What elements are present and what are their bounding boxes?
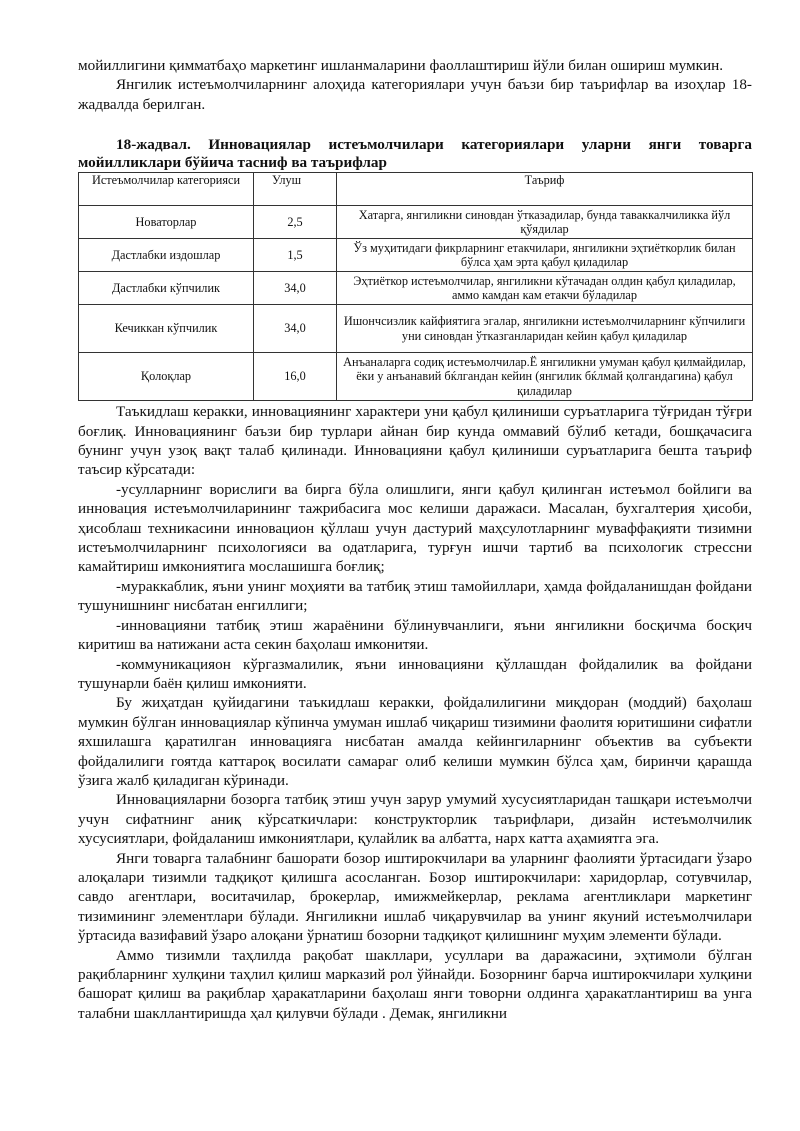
cell-share: 16,0 xyxy=(254,353,337,401)
table-row xyxy=(79,305,753,353)
cell-definition: Хатарга, янгиликни синовдан ўтказадилар, бунда таваккалчиликка йўл қўядилар xyxy=(337,206,753,239)
paragraph: -усулларнинг ворислиги ва бирга бўла олишлиги, янги қабул қилинган истеъмол бойлиги ва инновация истеъмолчиларининг тажрибасига мос келиши даражаси. Масалан, бухгалтерия ҳисоби, ҳисоблаш техникасини инновацион қўллаш учун дастурий маҳсулотларнинг муваффақияти тизимни истеъмолчиларнинг психологияси ва одатларига, турғун ишчи тартиб ва психологик стрессни камайтириш имкониятига мослашишга боғлиқ; xyxy=(78,480,752,576)
header-category: Истеъмолчилар категорияси xyxy=(79,173,254,206)
table-row xyxy=(79,239,753,272)
paragraph: Бу жиҳатдан қуйидагини таъкидлаш керакки, фойдалилигини миқдоран (моддий) баҳолаш мумкин бўлган инновациялар кўпинча умуман ишлаб чиқариш тизимини фаолитя юритишини сифатли яхшилашга қаратилган инновацияга нисбатан амалда кейингиларнинг объектив ва субъекти фойдалилиги гоятда каттароқ восилати самараг олиб келиши мумкин бўлса ҳам, биринчи қарашда ўзига жалб қиладиган кўринади. xyxy=(78,694,752,789)
cell-share: 2,5 xyxy=(254,206,337,239)
cell-definition: Анъаналарга содиқ истеъмолчилар.Ё янгиликни умуман қабул қилмайдилар, ёки у анъанавий бќлгандан кейин (янгилик бќлмай қолгандагина) қабул қиладилар xyxy=(337,353,753,401)
paragraph-continuation: мойиллигини қимматбаҳо маркетинг ишланмаларини фаоллаштириш йўли билан ошириш мумкин. xyxy=(78,57,724,74)
cell-definition: Эҳтиёткор истеъмолчилар, янгиликни кўтачадан олдин қабул қиладилар, аммо камдан кам етакчи бўладилар xyxy=(337,272,753,305)
document-page xyxy=(78,56,752,1023)
cell-category: Дастлабки издошлар xyxy=(79,239,254,272)
cell-definition: Ўз муҳитидаги фикрларнинг етакчилари, янгиликни эҳтиёткорлик билан бўлса ҳам эрта қабул қиладилар xyxy=(337,239,753,272)
cell-definition: Ишончсизлик кайфиятига эгалар, янгиликни истеъмолчиларнинг кўпчилиги уни синовдан ўтказганларидан кейин қабул қиладилар xyxy=(337,305,753,353)
table-caption: 18-жадвал. Инновациялар истеъмолчилари категориялари уларни янги товарга мойилликлари бўйича тасниф ва таърифлар xyxy=(78,136,752,172)
paragraph-intro: Янгилик истеъмолчиларнинг алоҳида категориялари учун баъзи бир таърифлар ва изоҳлар 18-жадвалда берилган. xyxy=(78,76,752,113)
paragraph: Аммо тизимли таҳлилда рақобат шакллари, усуллари ва даражасини, эҳтимоли бўлган рақибларнинг хулқини таҳлил қилиш марказий рол ўйнайди. Бозорнинг барча иштирокчилари хулқини башорат қилиш ва рақиблар ҳаракатларини баҳолаш янги товорни олдинга ҳаракатлантириш ва унга талабни шакллантиришда ҳал қилувчи бўлади . Демак, янгиликни xyxy=(78,946,752,1022)
table-row xyxy=(79,353,753,401)
header-definition: Таъриф xyxy=(337,173,753,206)
consumer-categories-table xyxy=(78,172,753,401)
paragraph: -мураккаблик, яъни унинг моҳияти ва татбиқ этиш тамойиллари, ҳамда фойдаланишдан фойдани тушунишнинг нисбатан енгиллиги; xyxy=(78,577,752,615)
cell-share: 1,5 xyxy=(254,239,337,272)
spacer xyxy=(78,114,752,136)
cell-category: Кечиккан кўпчилик xyxy=(79,305,254,353)
paragraph: Инновацияларни бозорга татбиқ этиш учун зарур умумий хусусиятларидан ташқари истеъмолчи учун сифатнинг аниқ кўрсаткичлари: конструкторлик таърифлари, дизайн истеъмолчилик хусусиятлари, фойдаланиш имкониятлари, қулайлик ва албатта, нарх катта аҳамиятга эга. xyxy=(78,791,752,848)
paragraph: -инновацияни татбиқ этиш жараёнини бўлинувчанлиги, яъни янгиликни босқичма босқич киритиш ва натижани аста секин баҳолаш имконитяи. xyxy=(78,616,752,654)
cell-share: 34,0 xyxy=(254,272,337,305)
paragraph: Янги товарга талабнинг башорати бозор иштирокчилари ва уларнинг фаолияти ўртасидаги ўзаро алоқалари тизимли тадқиқот қилишга асосланган. Бозор иштирокчилари: харидорлар, сотувчилар, савдо агентлари, воситачилар, брокерлар, имижмейкерлар, реклама агентликлари маркетинг тизимининг элементлари бўлади. Янгиликни ишлаб чиқарувчилар ва унинг якуний истеъмолчилари ўртасида вазифавий ўзаро алоқани ўрнатиш бозорни тадқиқот қилишнинг муҳим элементи бўлади. xyxy=(78,849,752,945)
table-row xyxy=(79,206,753,239)
cell-share: 34,0 xyxy=(254,305,337,353)
table-header-row xyxy=(79,173,753,206)
cell-category: Новаторлар xyxy=(79,206,254,239)
paragraph: Таъкидлаш керакки, инновациянинг характери уни қабул қилиниши суръатларига тўғридан тўғри боғлиқ. Инновациянинг баъзи бир турлари айнан бир кунда оммавий бўлиб кетади, бошқачасига бунинг учун узоқ вақт талаб қилинади. Инновацияни қабул қилиниши суръатларига бешта таъриф таъсир кўрсатади: xyxy=(78,403,752,479)
paragraph: -коммуникацияон кўргазмалилик, яъни инновацияни қўллашдан фойдалилик ва фойдани тушунарли баён қилиш имконияти. xyxy=(78,655,752,692)
body-text xyxy=(78,402,752,1023)
table-row xyxy=(79,272,753,305)
cell-category: Дастлабки кўпчилик xyxy=(79,272,254,305)
header-share: Улуш xyxy=(254,173,337,206)
cell-category: Қолоқлар xyxy=(79,353,254,401)
